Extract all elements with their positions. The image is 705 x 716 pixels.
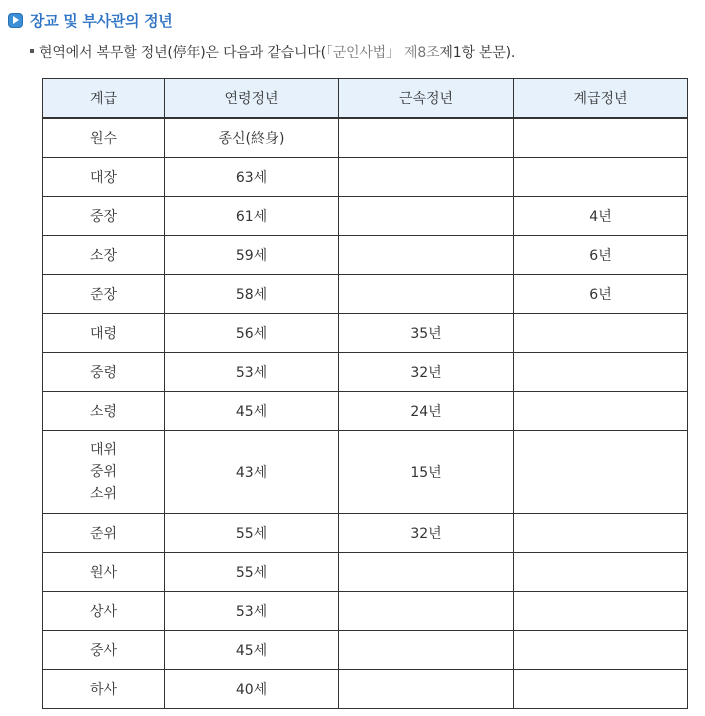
retirement-age-table	[42, 78, 688, 709]
cell-age-limit: 종신(終身)	[165, 118, 339, 158]
cell-rank: 준위	[43, 514, 165, 553]
rank-line: 대위	[89, 442, 118, 458]
cell-rank: 중령	[43, 353, 165, 392]
table-row	[43, 392, 688, 431]
cell-grade-limit	[514, 118, 688, 158]
cell-age-limit: 40세	[165, 670, 339, 709]
cell-service-limit	[339, 670, 514, 709]
cell-service-limit: 24년	[339, 392, 514, 431]
cell-grade-limit	[514, 553, 688, 592]
table-row	[43, 553, 688, 592]
cell-age-limit: 63세	[165, 158, 339, 197]
header-service-limit: 근속정년	[339, 79, 514, 119]
cell-rank: 중장	[43, 197, 165, 236]
cell-grade-limit: 4년	[514, 197, 688, 236]
table-row	[43, 275, 688, 314]
cell-rank: 중사	[43, 631, 165, 670]
intro-paragraph	[30, 42, 515, 62]
cell-age-limit: 45세	[165, 392, 339, 431]
cell-rank: 원사	[43, 553, 165, 592]
cell-age-limit: 53세	[165, 592, 339, 631]
table-row	[43, 514, 688, 553]
cell-age-limit: 53세	[165, 353, 339, 392]
cell-grade-limit	[514, 314, 688, 353]
cell-service-limit: 32년	[339, 353, 514, 392]
cell-grade-limit	[514, 592, 688, 631]
cell-service-limit	[339, 592, 514, 631]
intro-text-before: 현역에서 복무할 정년(停年)은 다음과 같습니다(	[39, 45, 326, 61]
cell-service-limit	[339, 197, 514, 236]
cell-rank: 대장	[43, 158, 165, 197]
table-row	[43, 631, 688, 670]
law-reference: 「군인사법」 제8조	[325, 45, 440, 61]
cell-age-limit: 58세	[165, 275, 339, 314]
cell-age-limit: 55세	[165, 553, 339, 592]
cell-rank: 하사	[43, 670, 165, 709]
table-header-row	[43, 79, 688, 119]
bullet-icon	[30, 49, 34, 53]
cell-rank-multi	[43, 431, 165, 514]
table-row	[43, 314, 688, 353]
cell-grade-limit: 6년	[514, 236, 688, 275]
cell-service-limit	[339, 118, 514, 158]
cell-grade-limit	[514, 514, 688, 553]
cell-rank: 준장	[43, 275, 165, 314]
cell-service-limit	[339, 158, 514, 197]
table-row	[43, 431, 688, 514]
table-row	[43, 197, 688, 236]
cell-service-limit	[339, 275, 514, 314]
cell-age-limit: 45세	[165, 631, 339, 670]
header-age-limit: 연령정년	[165, 79, 339, 119]
cell-service-limit	[339, 553, 514, 592]
cell-rank: 상사	[43, 592, 165, 631]
cell-grade-limit	[514, 670, 688, 709]
cell-service-limit: 32년	[339, 514, 514, 553]
cell-age-limit: 55세	[165, 514, 339, 553]
cell-rank: 대령	[43, 314, 165, 353]
section-title-text: 장교 및 부사관의 정년	[30, 11, 173, 30]
cell-service-limit: 15년	[339, 431, 514, 514]
header-rank: 계급	[43, 79, 165, 119]
header-grade-limit: 계급정년	[514, 79, 688, 119]
cell-service-limit: 35년	[339, 314, 514, 353]
cell-service-limit	[339, 631, 514, 670]
table-row	[43, 236, 688, 275]
rank-line: 중위	[89, 464, 118, 480]
section-title	[8, 9, 172, 31]
intro-text-after: 제1항 본문).	[439, 45, 516, 61]
play-arrow-icon	[8, 13, 23, 28]
cell-grade-limit	[514, 158, 688, 197]
table-row	[43, 158, 688, 197]
cell-rank: 원수	[43, 118, 165, 158]
cell-grade-limit	[514, 431, 688, 514]
cell-grade-limit	[514, 631, 688, 670]
table-row	[43, 353, 688, 392]
cell-age-limit: 43세	[165, 431, 339, 514]
cell-service-limit	[339, 236, 514, 275]
cell-age-limit: 61세	[165, 197, 339, 236]
cell-grade-limit: 6년	[514, 275, 688, 314]
rank-line: 소위	[89, 486, 118, 502]
cell-rank: 소령	[43, 392, 165, 431]
table-row	[43, 670, 688, 709]
cell-age-limit: 59세	[165, 236, 339, 275]
cell-grade-limit	[514, 392, 688, 431]
table-row	[43, 118, 688, 158]
cell-rank: 소장	[43, 236, 165, 275]
cell-age-limit: 56세	[165, 314, 339, 353]
table-row	[43, 592, 688, 631]
cell-grade-limit	[514, 353, 688, 392]
